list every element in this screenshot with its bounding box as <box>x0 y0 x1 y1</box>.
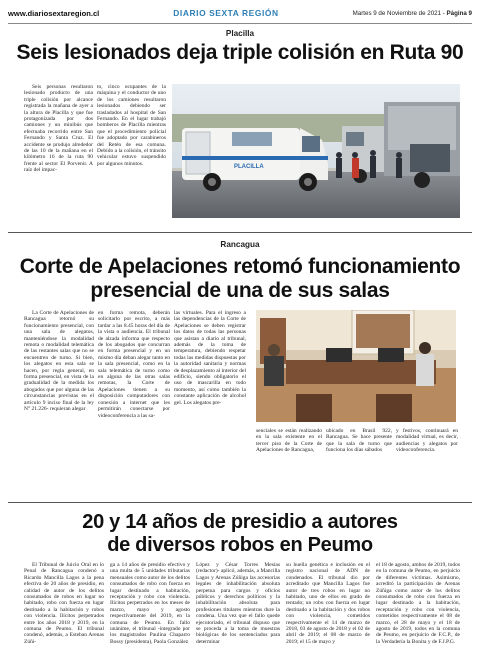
accident-photo-illustration <box>172 84 460 218</box>
article2-headline-1: Corte de Apelaciones retomó funcionamiento <box>19 255 461 278</box>
article3-text-3: López y César Torres Mesías (redactor)- aplicó, además, a Mancilla Lagos y Arenas Zúñiga las accesorias legales de inhabilitación absoluta perpetua para cargos y oficios públicos y derechos políticos y la inhabilitación absoluta para profesiones titulares mientras dure la condena. Una vez que el fallo quede ejecutoriado, el tribunal dispuso que se proceda a la toma de muestras biológicas de los sentenciados para determinar <box>196 562 280 645</box>
issue-date-text: Martes 9 de Noviembre de 2021 - <box>352 9 447 17</box>
page-number: Página 9 <box>446 9 472 17</box>
paper-name: DIARIO SEXTA REGIÓN <box>173 8 279 18</box>
article1-column-1 <box>24 84 93 174</box>
section-divider-1 <box>8 232 472 233</box>
article1-column-2 <box>97 84 166 167</box>
article2-text-6: y festivos, continuará en modalidad virtual, es decir, audiencias y alegatos por videoconferencia. <box>396 428 458 454</box>
courtroom-photo-illustration <box>256 310 456 422</box>
article2-column-4 <box>256 428 322 454</box>
article3-text-5: el 18 de agosto, ambos de 2019, todos en la comuna de Peumo, en perjuicio de diferentes víctimas. Asimismo, acreditó la participación de Arenas Zúñiga como autor de los delitos consumados de robo con fuerza en lugar destinado a la habitación, receptación y robo con violencia, cometidos respectivamente el 08 de marzo, el 28 de mayo y el 18 de agosto de 2019, todos en la comuna de Peumo, en perjuicio de F.C.P., de la Verdadería la Bonita y de F.J.P.G. <box>376 562 460 645</box>
issue-date <box>353 10 472 17</box>
article2-text-1: La Corte de Apelaciones de Rancagua retornó su funcionamiento presencial, con una sala de alegatos, manteniéndose la modalidad remota o modalidad telemática de las restantes salas que no se encuentren de turno. Si bien, los alegatos en esta sala se hacen, por regla general, en forma presencial, en vista de la gradualidad de la medida los abogados que por alguna de las circunstancias previstas en el artículo 9 inciso final de la ley N° 21.226- requieran alegar <box>24 310 94 413</box>
article3-headline-2: de diversos robos en Peumo <box>107 534 373 556</box>
article3-column-5 <box>376 562 460 645</box>
article2-text-5: ubicado en Brasil 922, Rancagua. Se hace presente que la sala de turno que funciona los días sábados <box>326 428 392 454</box>
article3-column-1 <box>24 562 104 645</box>
article3-column-4 <box>286 562 370 645</box>
masthead-rule <box>8 23 472 24</box>
article2-column-2 <box>98 310 170 419</box>
article2-text-3: las virtuales. Para el ingreso a las dependencias de la Corte de Apelaciones se deben registrar los datos de todas las personas que asistan a diario al tribunal, además de la toma de temperatura, debiendo respetar todas las medidas dispuestas por la autoridad sanitaria y normas de desplazamiento al interior del edificio, siendo obligatorio el uso de mascarilla en todo momento, así como también la constante aplicación de alcohol gel. Los alegatos pre- <box>174 310 246 406</box>
article3-column-3 <box>196 562 280 645</box>
article2-text-4: senciales se están realizando en la sala existente en el tercer piso de la Corte de Apelaciones de Rancagua, <box>256 428 322 454</box>
article2-column-5 <box>326 428 392 454</box>
article2-column-6 <box>396 428 458 454</box>
site-url[interactable]: www.diariosextaregion.cl <box>8 8 100 18</box>
article1-headline: Seis lesionados deja triple colisión en Ruta 90 <box>16 41 464 64</box>
article3-text-2: ga a 14 años de presidio efectivo y una multa de 5 unidades tributarias mensuales como autor de los delitos consumados de robo con fuerza en lugar destinado a habitación, receptación y robo con violencia. Ilícitos perpetrados en los meses de marzo, mayo y agosto respectivamente del 2019, en la comuna de Peumo. En fallo unánime, el tribunal -integrado por los magistrados Paulina Chaparro Bossy (presidenta), Paola González <box>110 562 190 645</box>
article2-column-3 <box>174 310 246 406</box>
article2-column-1 <box>24 310 94 413</box>
article1-text-2: to, cinco ocupantes de la máquina y el conductor de uno de los camiones resultaron lesionados debiendo ser trasladados al hospital de San Fernando. En el lugar trabajó bomberos de Placilla mientras que el procedimiento policial fue adoptado por carabineros del Retén de esa comuna. Debido a la colisión, el tránsito vehicular estuvo suspendido por algunos minutos. <box>97 84 166 167</box>
masthead <box>8 4 472 22</box>
section-divider-2 <box>8 502 472 503</box>
article2-text-2: en forma remota, deberán solicitarlo por escrito, a más tardar a las 8.45 horas del día de la vista o audiencia. El tribunal de alzada informa que respecto de los abogados que concurran en forma presencial y en un mismo día deban alegar tanto en la sala presencial, como en la sala telemática de turno como en alguna de las otras salas remotas, la Corte de Apelaciones tienen a su disposición computadores con conexión a internet que les permitirán conectarse por videoconferencia a las sa- <box>98 310 170 419</box>
article3-column-2 <box>110 562 190 645</box>
article1-text-1: Seis personas resultaron lesionado producto de una triple colisión por alcance registrada la mañana de ayer a la altura de Placilla y que fue protagonizada por dos camiones y un minibús que efectuaba recorrido entre San Fernando y Santa Cruz. El accidente se produjo alrededor de las 10 de la mañana en el kilómetro 16 de la ruta 90 frente al sector El Porvenir. A raíz del impac- <box>24 84 93 174</box>
article2-headline-2: presencial de una de sus salas <box>90 279 390 302</box>
article3-text-1: El Tribunal de Juicio Oral en lo Penal de Rancagua condenó a Ricardo Mancilla Lagos a la pena efectiva de 20 años de presidio, en calidad de autor de los delitos consumados de robos en lugar no habitado, robo con fuerza en lugar destinado a la habitación y robos con violencia. Ilícitos perpetrados entre los años 2018 y 2019, en la comuna de Peumo. El tribunal condenó, además, a Esteban Arenas Zúñi- <box>24 562 104 645</box>
article3-headline-1: 20 y 14 años de presidio a autores <box>82 511 398 533</box>
article3-text-4: su huella genética e inclusión en el registro nacional de ADN de condenados. El tribunal dio por acreditado que Mancilla Lagos fue autor de tres robos en lugar no habitado, uno de ellos en grado de tentado; un robo con fuerza en lugar destinado a la habitación y dos robos con violencia, cometidos respectivamente el 14 de marzo de 2018, 03 de agosto de 2018 y el 02 de abril de 2019; el 08 de marzo de 2019; el 15 de mayo y <box>286 562 370 645</box>
courtroom-photo <box>256 310 456 422</box>
article2-kicker: Rancagua <box>220 240 260 249</box>
article1-kicker: Placilla <box>225 29 255 38</box>
accident-photo <box>172 84 460 218</box>
van-lettering: PLACILLA <box>234 164 264 170</box>
